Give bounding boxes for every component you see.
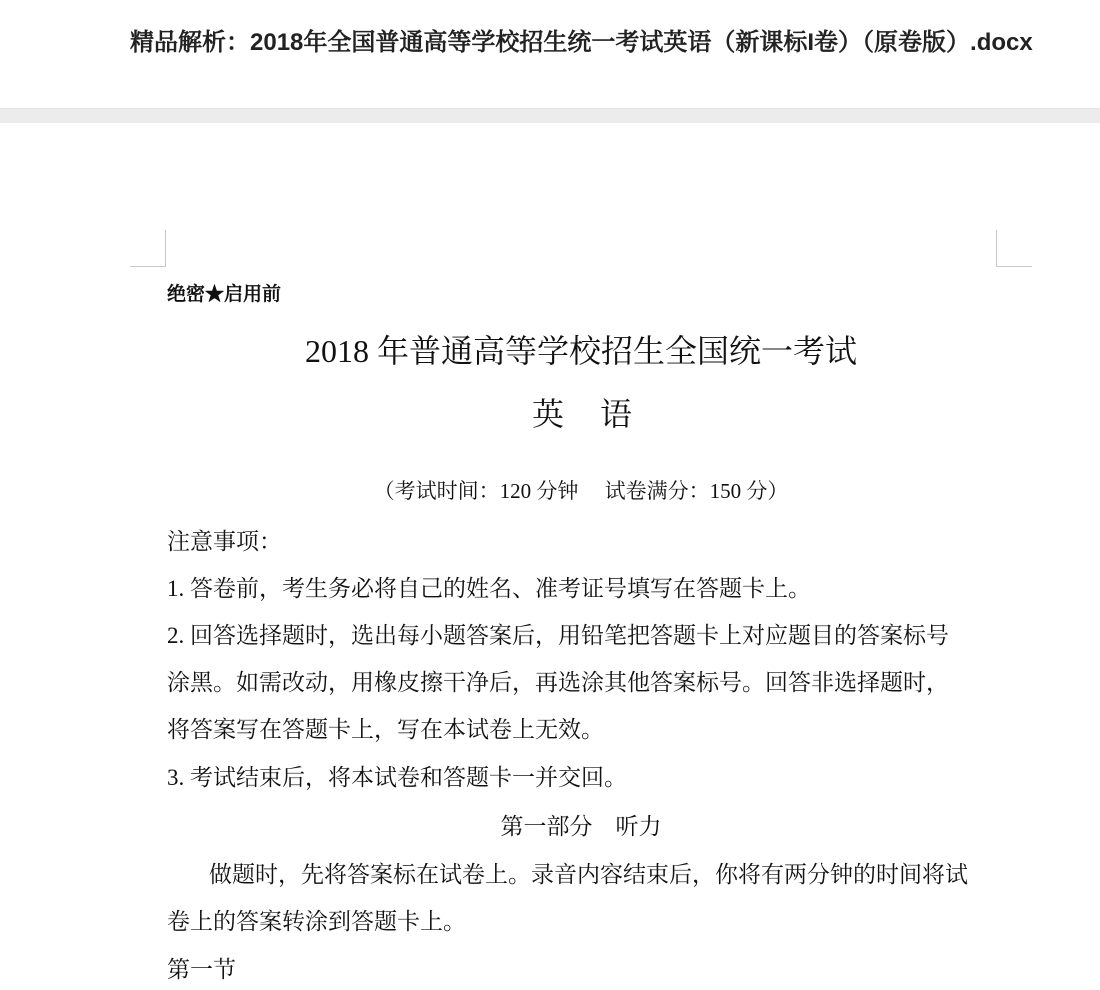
classification-label: 绝密★启用前	[167, 284, 282, 305]
document-page	[0, 123, 1100, 990]
exam-title: 2018 年普通高等学校招生全国统一考试	[304, 333, 857, 369]
notice-item-2-line-1: 2. 回答选择题时，选出每小题答案后，用铅笔把答题卡上对应题目的答案标号	[167, 623, 949, 648]
margin-corner-top-right	[996, 230, 1032, 267]
part-heading: 第一部分 听力	[500, 814, 662, 839]
instruction-line-2: 卷上的答案转涂到答题卡上。	[167, 909, 466, 934]
section-heading: 第一节	[167, 957, 236, 982]
subject-title: 英 语	[531, 396, 646, 432]
notice-item-2-line-2: 涂黑。如需改动，用橡皮擦干净后，再选涂其他答案标号。回答非选择题时，	[167, 670, 949, 695]
notice-item-1: 1. 答卷前，考生务必将自己的姓名、准考证号填写在答题卡上。	[167, 576, 811, 601]
file-title: 精品解析：2018年全国普通高等学校招生统一考试英语（新课标I卷）（原卷版）.docx	[130, 29, 1033, 56]
notice-heading: 注意事项：	[167, 529, 282, 554]
notice-item-2-line-3: 将答案写在答题卡上，写在本试卷上无效。	[167, 717, 604, 742]
notice-item-3: 3. 考试结束后，将本试卷和答题卡一并交回。	[167, 765, 627, 790]
margin-corner-top-left	[130, 230, 166, 267]
exam-info: （考试时间：120 分钟 试卷满分：150 分）	[373, 479, 789, 503]
instruction-line-1: 做题时，先将答案标在试卷上。录音内容结束后，你将有两分钟的时间将试	[209, 862, 968, 887]
page-separator	[0, 108, 1100, 124]
